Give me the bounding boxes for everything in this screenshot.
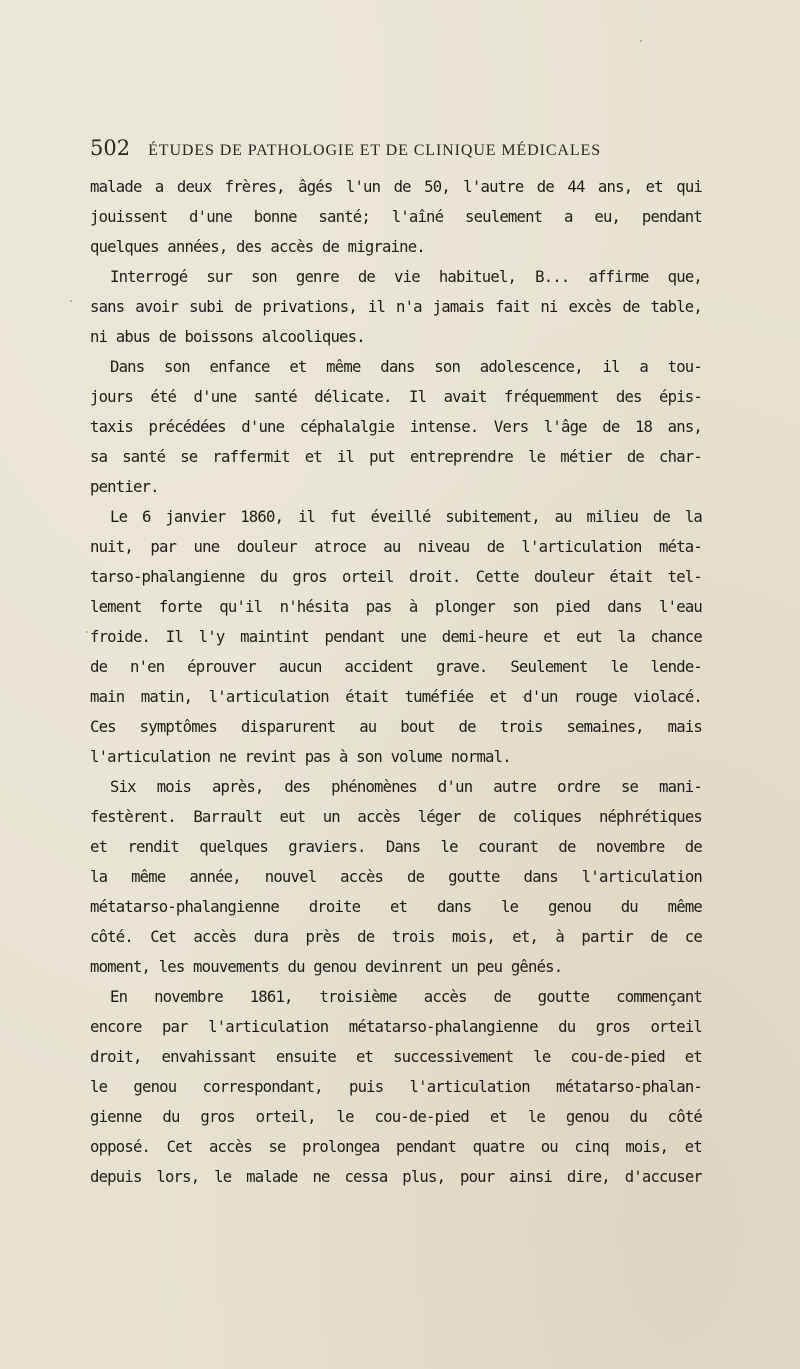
text-line: tarso-phalangienne du gros orteil droit. Cette douleur était tel-	[90, 568, 702, 586]
text-line: moment, les mouvements du genou devinrent un peu gênés.	[90, 958, 563, 976]
body-text	[90, 172, 702, 1192]
text-line: nuit, par une douleur atroce au niveau de l'articulation méta-	[90, 538, 702, 556]
paper-speck	[640, 40, 642, 42]
text-line: le genou correspondant, puis l'articulation métatarso-phalan-	[90, 1078, 702, 1096]
text-line: opposé. Cet accès se prolongea pendant quatre ou cinq mois, et	[90, 1138, 702, 1156]
text-line: festèrent. Barrault eut un accès léger de coliques néphrétiques	[90, 808, 702, 826]
text-line: sa santé se raffermit et il put entreprendre le métier de char-	[90, 448, 702, 466]
text-line: lement forte qu'il n'hésita pas à plonger son pied dans l'eau	[90, 598, 702, 616]
text-line: pentier.	[90, 478, 159, 496]
paragraph-start-line: Six mois après, des phénomènes d'un autre ordre se mani-	[110, 778, 702, 796]
paragraph-start-line: Interrogé sur son genre de vie habituel, B... affirme que,	[110, 268, 702, 286]
text-line: l'articulation ne revint pas à son volume normal.	[90, 748, 511, 766]
text-line: jours été d'une santé délicate. Il avait fréquemment des épis-	[90, 388, 702, 406]
text-line: gienne du gros orteil, le cou-de-pied et le genou du côté	[90, 1108, 702, 1126]
text-line: quelques années, des accès de migraine.	[90, 238, 425, 256]
text-line: et rendit quelques graviers. Dans le courant de novembre de	[90, 838, 702, 856]
paragraph-start-line: Dans son enfance et même dans son adolescence, il a tou-	[110, 358, 702, 376]
paper-speck	[70, 300, 72, 302]
text-line: la même année, nouvel accès de goutte dans l'articulation	[90, 868, 702, 886]
text-line: ni abus de boissons alcooliques.	[90, 328, 365, 346]
text-line: taxis précédées d'une céphalalgie intense. Vers l'âge de 18 ans,	[90, 418, 702, 436]
text-line: malade a deux frères, âgés l'un de 50, l'autre de 44 ans, et qui	[90, 178, 702, 196]
text-line: droit, envahissant ensuite et successivement le cou-de-pied et	[90, 1048, 702, 1066]
paragraph-start-line: En novembre 1861, troisième accès de goutte commençant	[110, 988, 702, 1006]
running-header	[90, 136, 710, 160]
text-line: depuis lors, le malade ne cessa plus, pour ainsi dire, d'accuser	[90, 1168, 702, 1186]
text-line: jouissent d'une bonne santé; l'aîné seulement a eu, pendant	[90, 208, 702, 226]
text-line: métatarso-phalangienne droite et dans le genou du même	[90, 898, 702, 916]
page-number: 502	[90, 136, 131, 160]
paragraph-start-line: Le 6 janvier 1860, il fut éveillé subitement, au milieu de la	[110, 508, 702, 526]
text-line: sans avoir subi de privations, il n'a jamais fait ni excès de table,	[90, 298, 702, 316]
paper-speck	[86, 631, 88, 633]
text-line: côté. Cet accès dura près de trois mois, et, à partir de ce	[90, 928, 702, 946]
text-line: encore par l'articulation métatarso-phalangienne du gros orteil	[90, 1018, 702, 1036]
text-line: main matin, l'articulation était tuméfiée et d'un rouge violacé.	[90, 688, 702, 706]
text-line: de n'en éprouver aucun accident grave. Seulement le lende-	[90, 658, 702, 676]
text-line: Ces symptômes disparurent au bout de trois semaines, mais	[90, 718, 702, 736]
running-title: ÉTUDES DE PATHOLOGIE ET DE CLINIQUE MÉDICALES	[148, 142, 602, 159]
paper-speck	[522, 696, 524, 698]
text-line: froide. Il l'y maintint pendant une demi-heure et eut la chance	[90, 628, 702, 646]
